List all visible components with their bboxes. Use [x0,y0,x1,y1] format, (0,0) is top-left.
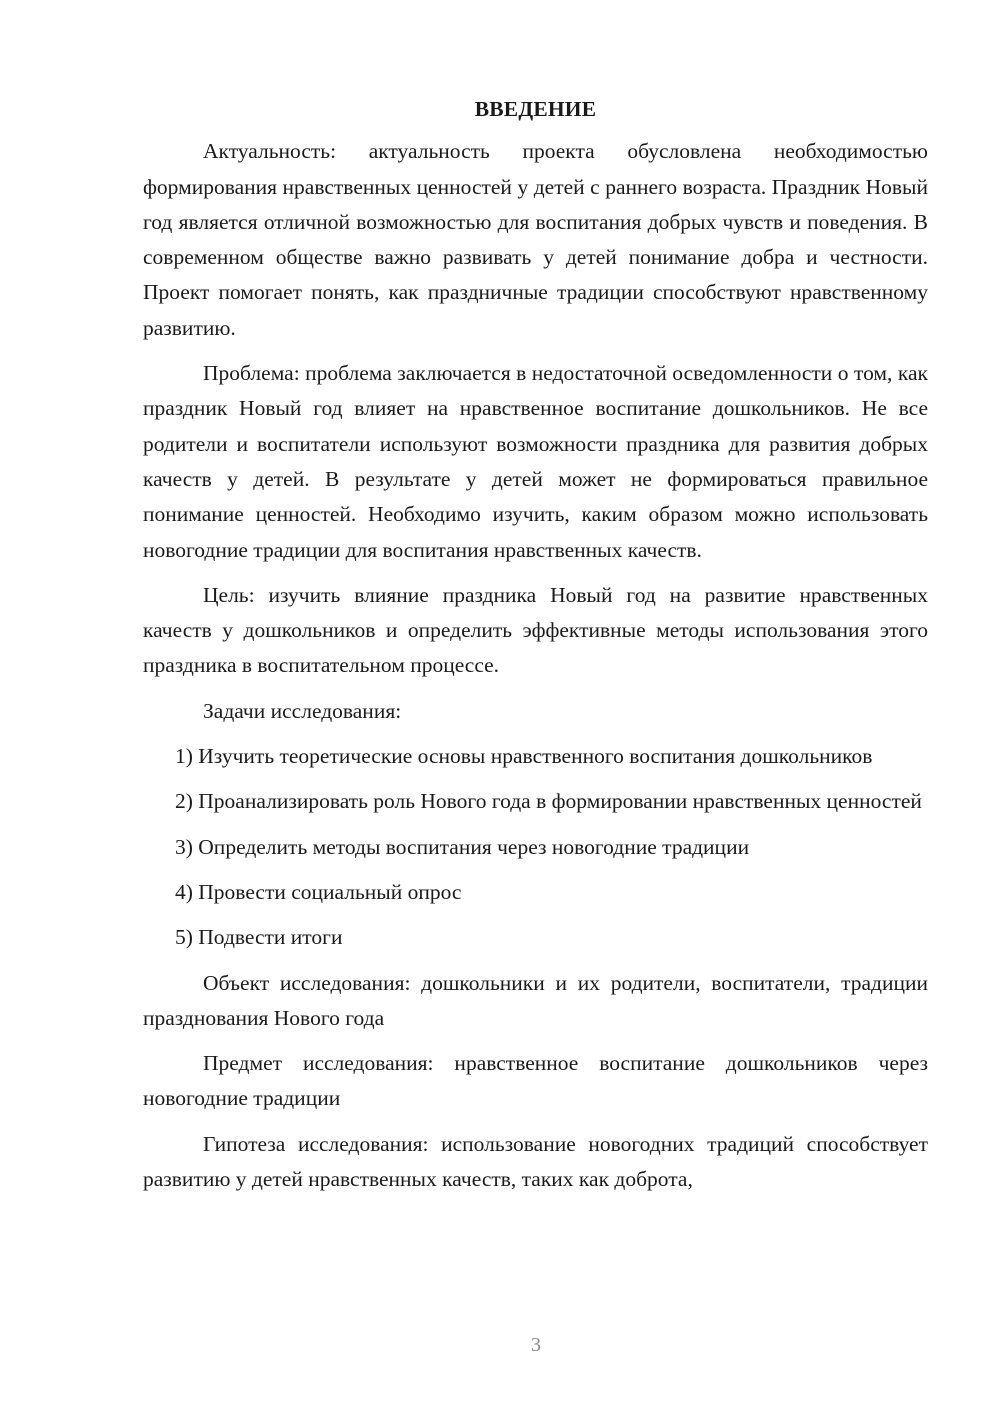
hypothesis-paragraph: Гипотеза исследования: использование новогодних традиций способствует развитию у детей нравственных качеств, таких как доброта, [143,1131,928,1192]
page-number: 3 [531,1334,541,1356]
task-item-4: 4) Провести социальный опрос [175,879,462,904]
object-paragraph: Объект исследования: дошкольники и их родители, воспитатели, традиции празднования Нового года [143,970,928,1030]
page-content [143,92,928,1207]
task-item-3: 3) Определить методы воспитания через новогодние традиции [175,834,750,859]
task-item-2: 2) Проанализировать роль Нового года в формировании нравственных ценностей [175,789,922,814]
tasks-title: Задачи исследования: [203,698,402,723]
task-item-5: 5) Подвести итоги [175,925,343,950]
subject-paragraph: Предмет исследования: нравственное воспитание дошкольников через новогодние традиции [143,1051,928,1111]
goal-paragraph: Цель: изучить влияние праздника Новый год на развитие нравственных качеств у дошкольников и определить эффективные методы использования этого праздника в воспитательном процессе. [143,582,928,678]
task-item-1: 1) Изучить теоретические основы нравственного воспитания дошкольников [175,744,873,769]
relevance-paragraph: Актуальность: актуальность проекта обусловлена необходимостью формирования нравственных ценностей у детей с раннего возраста. Праздник Новый год является отличной возможностью для воспитания добрых чувств и поведения. В современном обществе важно развивать у детей понимание добра и честности. Проект помогает понять, как праздничные традиции способствуют нравственному развитию. [143,139,928,340]
problem-paragraph: Проблема: проблема заключается в недостаточной осведомленности о том, как праздник Новый год влияет на нравственное воспитание дошкольников. Не все родители и воспитатели используют возможности праздника для развития добрых качеств у детей. В результате у детей может не формироваться правильное понимание ценностей. Необходимо изучить, каким образом можно использовать новогодние традиции для воспитания нравственных качеств. [143,361,928,562]
section-heading: ВВЕДЕНИЕ [474,97,597,121]
